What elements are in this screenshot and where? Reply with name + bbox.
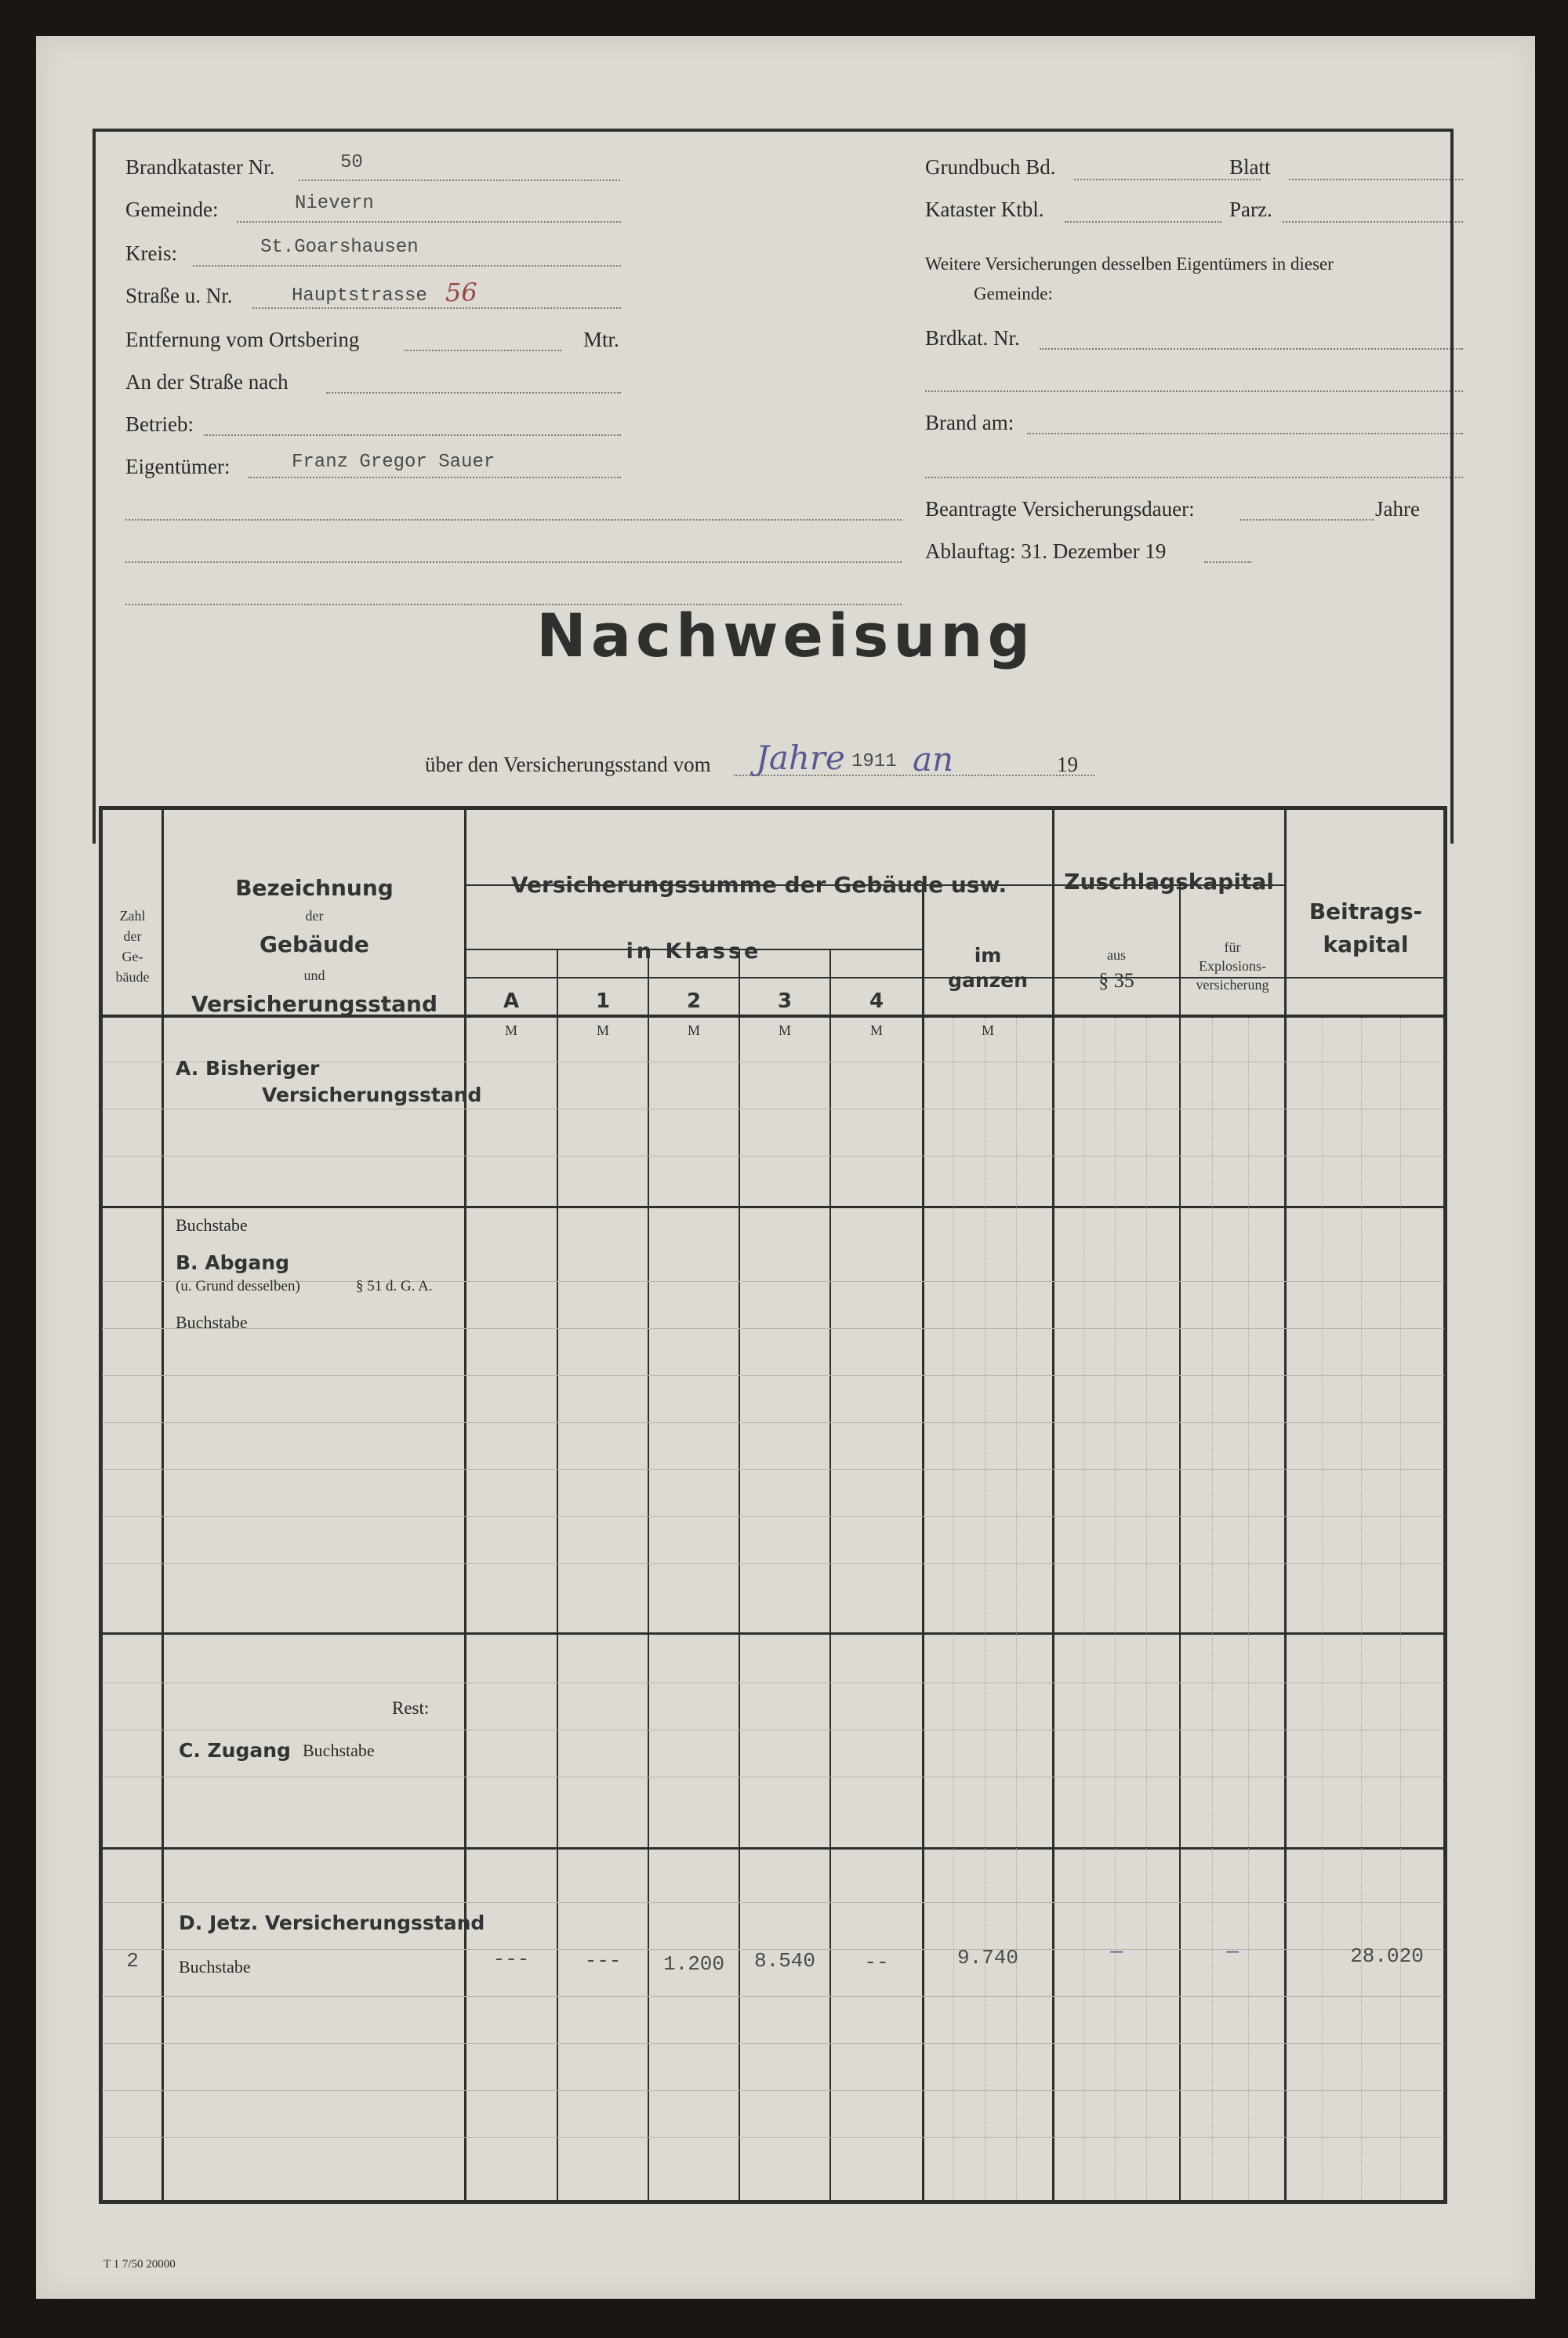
faint-rule: [102, 1996, 1444, 1997]
faint-rule: [102, 1563, 1444, 1564]
section-c-buchstabe: Buchstabe: [303, 1741, 375, 1760]
gemeinde-label: Gemeinde:: [125, 198, 219, 221]
form-sheet: [36, 36, 1535, 2299]
row-d-klasse-1: ---: [584, 1949, 622, 1973]
section-b-sub: (u. Grund desselben): [176, 1278, 300, 1294]
faint-rule: [102, 1281, 1444, 1282]
col-sep-2: [739, 949, 740, 2200]
hdr-und: und: [303, 968, 325, 983]
row-d-aus35: —: [1110, 1940, 1123, 1963]
subtitle-text: über den Versicherungsstand vom: [425, 753, 711, 776]
gemeinde-line: [237, 221, 621, 223]
hdr-explosions: Explosions-: [1198, 958, 1266, 974]
document-title: Nachweisung: [536, 601, 1035, 670]
hdr-aus: aus: [1107, 947, 1126, 963]
eigentuemer-value: Franz Gregor Sauer: [292, 452, 495, 473]
subtitle-hand-jahr: Jahre: [756, 739, 845, 777]
kreis-line: [193, 265, 621, 267]
brandkataster-label: Brandkataster Nr.: [125, 155, 275, 179]
row-d-klasse-3: 8.540: [753, 1949, 815, 1973]
betrieb-label: Betrieb:: [125, 412, 194, 436]
frame-left-upper: [93, 129, 96, 844]
section-b-para: § 51 d. G. A.: [356, 1278, 433, 1294]
hdr-zahl-3: Ge-: [122, 949, 143, 964]
ablauftag-line: [1204, 561, 1251, 563]
unit-1: M: [596, 1022, 609, 1038]
row-d-beitrag: 28.020: [1350, 1944, 1424, 1968]
brdkat-line-2: [925, 390, 1463, 392]
row-d-klasse-2: 1.200: [662, 1952, 724, 1976]
hdr-im: im: [974, 944, 1002, 967]
unit-2: M: [687, 1022, 700, 1038]
parz-label: Parz.: [1229, 198, 1272, 221]
hdr-klasse-2: 2: [686, 989, 702, 1013]
strasse-number: 56: [445, 278, 477, 307]
unit-a: M: [504, 1022, 517, 1038]
col-sep-3: [829, 949, 831, 2200]
dauer-label: Beantragte Versicherungsdauer:: [925, 497, 1195, 521]
row-d-klasse-a: ---: [492, 1948, 530, 1971]
hdr-gebaeude: Gebäude: [260, 931, 369, 957]
faint-rule: [102, 2043, 1444, 2044]
subtitle-year: 1911: [851, 751, 897, 772]
strasse-line: [252, 307, 621, 309]
brand-line-2: [925, 477, 1463, 478]
hdr-klasse-1: 1: [595, 989, 611, 1013]
faint-rule: [102, 1328, 1444, 1329]
money-rule: [1115, 1018, 1116, 2200]
section-a-buchstabe: Buchstabe: [176, 1215, 248, 1235]
hdr-klasse-3: 3: [777, 989, 793, 1013]
faint-rule: [102, 1902, 1444, 1903]
faint-rule: [102, 1469, 1444, 1470]
gemeinde-value: Nievern: [295, 193, 374, 214]
money-rule: [1146, 1018, 1147, 2200]
blank-line-2: [125, 561, 902, 563]
brandkataster-line: [299, 180, 620, 181]
money-rule: [1083, 1018, 1084, 2200]
faint-rule: [102, 2090, 1444, 2091]
weitere-label-2: Gemeinde:: [974, 284, 1053, 303]
subtitle-end: 19: [1057, 753, 1078, 776]
hdr-der: der: [305, 908, 324, 924]
money-rule: [1016, 1018, 1017, 2200]
blatt-line: [1289, 179, 1463, 180]
col-sep-1: [648, 949, 649, 2200]
unit-ganzen: M: [981, 1022, 994, 1038]
money-rule: [1248, 1018, 1249, 2200]
brand-label: Brand am:: [925, 411, 1014, 434]
row-d-zahl: 2: [126, 1949, 139, 1973]
frame-right-upper: [1450, 129, 1454, 844]
ablauftag-label: Ablauftag: 31. Dezember 19: [925, 539, 1167, 563]
brand-line: [1027, 433, 1463, 434]
section-b-title: B. Abgang: [176, 1251, 289, 1274]
section-a-title: A. Bisheriger: [176, 1057, 320, 1080]
section-c-title: C. Zugang: [179, 1739, 291, 1762]
col-sep-4: [922, 884, 924, 2200]
kataster-label: Kataster Ktbl.: [925, 198, 1044, 221]
unit-4: M: [869, 1022, 883, 1038]
row-d-ganzen: 9.740: [956, 1946, 1018, 1970]
kataster-line: [1065, 221, 1221, 223]
hdr-versicherungssumme: Versicherungssumme der Gebäude usw.: [510, 872, 1007, 898]
section-d-buchstabe: Buchstabe: [179, 1957, 251, 1977]
hdr-versicherungsstand: Versicherungsstand: [191, 991, 438, 1017]
dauer-unit: Jahre: [1375, 497, 1420, 521]
table-top: [99, 806, 1447, 810]
eigentuemer-label: Eigentümer:: [125, 455, 230, 478]
blatt-label: Blatt: [1229, 155, 1271, 179]
entfernung-unit: Mtr.: [583, 328, 619, 351]
faint-rule: [102, 1422, 1444, 1423]
hdr-in-klasse: in Klasse: [626, 939, 762, 964]
section-rest: Rest:: [392, 1698, 430, 1718]
money-rule: [1361, 1018, 1362, 2200]
hdr-zahl-1: Zahl: [119, 908, 146, 924]
sec-sep-bc: [99, 1632, 1447, 1635]
row-d-explosion: —: [1226, 1940, 1239, 1963]
blank-line-1: [125, 519, 902, 521]
entfernung-line: [405, 350, 561, 351]
hdr-para35: § 35: [1098, 969, 1134, 992]
hdr-ganzen: ganzen: [948, 969, 1028, 992]
unit-3: M: [778, 1022, 791, 1038]
footer-print-code: T 1 7/50 20000: [103, 2258, 176, 2271]
hdr-zuschlagskapital: Zuschlagskapital: [1064, 869, 1274, 895]
money-rule: [1400, 1018, 1401, 2200]
kreis-label: Kreis:: [125, 241, 177, 265]
entfernung-label: Entfernung vom Ortsbering: [125, 328, 360, 351]
brandkataster-value: 50: [340, 152, 363, 173]
money-rule: [1322, 1018, 1323, 2200]
frame-top: [93, 129, 1454, 132]
grundbuch-label: Grundbuch Bd.: [925, 155, 1056, 179]
col-sep-aus35: [1179, 884, 1181, 2200]
faint-rule: [102, 2137, 1444, 2138]
betrieb-line: [204, 434, 621, 436]
money-rule: [1212, 1018, 1213, 2200]
col-sep-a: [557, 949, 558, 2200]
eigentuemer-line: [248, 477, 621, 478]
kreis-value: St.Goarshausen: [260, 237, 419, 258]
dauer-line: [1240, 519, 1374, 521]
hdr-beitrags: Beitrags-: [1308, 899, 1423, 924]
section-d-title: D. Jetz. Versicherungsstand: [179, 1911, 485, 1934]
hdr-versicherung: versicherung: [1196, 977, 1269, 993]
sec-sep-cd: [99, 1847, 1447, 1850]
hdr-zahl-2: der: [123, 928, 142, 944]
strasse-nach-label: An der Straße nach: [125, 370, 289, 394]
brdkat-line: [1040, 348, 1463, 350]
section-a-title-2: Versicherungsstand: [262, 1084, 482, 1106]
row-d-klasse-4: --: [864, 1951, 889, 1974]
section-b-buchstabe: Buchstabe: [176, 1312, 248, 1332]
brdkat-label: Brdkat. Nr.: [925, 326, 1020, 350]
hdr-fuer: für: [1224, 939, 1241, 955]
hdr-bezeichnung: Bezeichnung: [235, 875, 394, 901]
table-bottom: [99, 2200, 1447, 2204]
parz-line: [1283, 221, 1463, 223]
sec-sep-ab: [99, 1206, 1447, 1208]
hdr-kapital: kapital: [1323, 931, 1409, 957]
faint-rule: [102, 1375, 1444, 1376]
strasse-nach-line: [326, 392, 621, 394]
money-rule: [953, 1018, 954, 2200]
subtitle-hand-an: an: [913, 740, 954, 779]
strasse-value: Hauptstrasse: [292, 285, 427, 307]
faint-rule: [102, 1516, 1444, 1517]
hdr-klasse-4: 4: [869, 989, 884, 1013]
strasse-label: Straße u. Nr.: [125, 284, 233, 307]
weitere-label: Weitere Versicherungen desselben Eigentümers in dieser: [925, 254, 1334, 274]
hdr-klasse-a: A: [503, 989, 520, 1013]
hdr-zahl-4: bäude: [115, 969, 150, 985]
